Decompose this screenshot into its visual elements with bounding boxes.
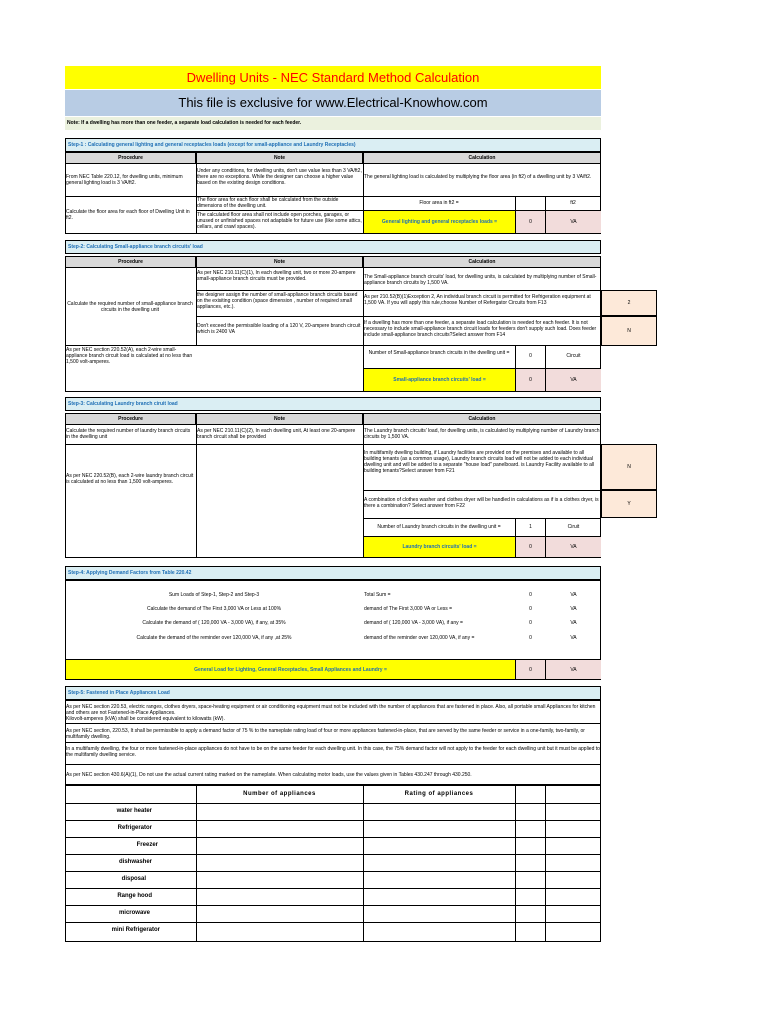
feeder-note: Note: If a dwelling has more than one feeder, a separate load calculation is needed for each feeder. — [65, 117, 601, 130]
step1-proc1: From NEC Table 220.12, for dwelling units, minimum general lighting load is 3 VA/ft2. — [66, 174, 183, 186]
step2-answer2-cell[interactable]: N — [601, 316, 657, 346]
step5-para1: As per NEC section 220.53, electric ranges, clothes dryers, space-heating equipment or air conditioning equipment must not be included with the number of appliances that are fastened in place. Also, all portable small Appliances for kitchen and others are not Fastened-in-Place Appliances. — [66, 704, 596, 716]
step4-row2-value: 0 — [529, 606, 532, 612]
step1-note2: The floor area for each floor shall be calculated from the outside dimensions of the dwelling unit. — [197, 197, 339, 209]
step4-row2-unit: VA — [570, 606, 577, 612]
step2-count-label: Number of Small-appliance branch circuits in the dwelling unit = — [368, 350, 510, 356]
step3-col-procedure: Procedure — [65, 413, 196, 425]
step3-col-note: Note — [196, 413, 363, 425]
appliance-dishwasher: dishwasher — [118, 859, 152, 865]
step4-row3-value: 0 — [529, 620, 532, 626]
step2-col-procedure: Procedure — [65, 256, 196, 268]
step2-calc1: The Small-appliance branch circuits' load, for dwelling units, is calculated by multiplying number of Small-appliance branch circuits by 1,500 VA. — [364, 274, 597, 286]
appliances-col-rating: Rating of appliances — [404, 791, 474, 797]
step3-result-unit: VA — [570, 544, 577, 550]
step1-floor-unit: ft2 — [570, 200, 576, 206]
step3-calc3: A combination of clothes washer and clothes dryer will be handled in calculations as if is a clothes dryer, is there a combination? Select answer from F22 — [364, 497, 599, 509]
step4-row3-mid: demand of ( 120,000 VA - 3,000 VA), if any = — [364, 620, 463, 626]
step2-result-value: 0 — [529, 377, 532, 383]
step1-col-procedure: Procedure — [65, 152, 196, 164]
step1-note3: The calculated floor area shall not include open porches, garages, or unused or unfinished spaces not adaptable for future use (like some attics, cellars, and crawl spaces). — [197, 212, 362, 230]
step1-note1: Under any conditions, for dwelling units, don't use value less than 3 VA/ft2, there are no exceptions. While the designer can choose a higher value based on the existing design conditions. — [197, 168, 362, 186]
appliance-refrigerator: Refrigerator — [117, 825, 152, 831]
step1-proc2: Calculate the floor area for each floor of Dwelling Unit in ft2. — [66, 209, 190, 221]
appliance-range-hood: Range hood — [117, 893, 152, 899]
step3-proc1: Calculate the required number of laundry branch circuits in the dwelling unit — [66, 428, 191, 440]
appliance-freezer: Freezer — [136, 842, 158, 848]
step3-col-calculation: Calculation — [363, 413, 601, 425]
step2-note2: the designer assign the number of small-appliance branch circuits based on the exisiting condition (space dimension , number of required small appliances, etc.). — [197, 292, 358, 310]
step2-col-note: Note — [196, 256, 363, 268]
step4-row3-unit: VA — [570, 620, 577, 626]
step3-result-label: Laundry branch circuits' load = — [402, 544, 477, 550]
step3-calc2: In multifamily dwelling building, if Laundry facilities are provided on the premises and available to all building tenants (as a common usage), Laundry branch circuits load will not be added to each individual dwelling unit and will be added to a separate "house load" panelboard. is Laundry Facility available to all building tenants?Select answer from F21 — [364, 450, 595, 474]
step2-heading: Step-2: Calculating Small-appliance branch circuits' load — [65, 240, 601, 254]
step2-count-value: 0 — [529, 353, 532, 359]
page-subtitle: This file is exclusive for www.Electrical-Knowhow.com — [65, 90, 601, 116]
step4-row1-mid: Total Sum = — [364, 592, 391, 598]
step5-para1b: Kilovolt-amperes (kVA) shall be considered equivalent to kilowatts (kW). — [66, 716, 225, 722]
step3-note1: As per NEC 210.11(C)(2), In each dwelling unit, At least one 20-ampere branch circuit shall be provided — [197, 428, 356, 440]
step4-result-value: 0 — [529, 667, 532, 673]
step1-col-note: Note — [196, 152, 363, 164]
step4-row1-unit: VA — [570, 592, 577, 598]
step5-para2: As per NEC section, 220.53, It shall be permissible to apply a demand factor of 75 % to the nameplate rating load of four or more appliances fastened-in-place, that are served by the same feeder or service in a one-family, two-family, or multifamily dwelling. — [66, 728, 585, 740]
step1-calc1: The general lighting load is calculated by multiplying the floor area (in ft2) of a dwelling unit by 3 VA/ft2. — [364, 174, 592, 180]
step2-note1: As per NEC 210.11(C)(1), In each dwelling unit, two or more 20-ampere small-appliance branch circuits must be provided. — [197, 270, 356, 282]
step2-count-unit: Circuit — [566, 353, 581, 359]
appliance-mini-refrigerator: mini Refrigerator — [111, 927, 160, 933]
step3-proc2: As per NEC 220.52(B), each 2-wire laundry branch circuit is calculated at no less than 1,500 volt-amperes. — [66, 473, 194, 485]
step4-result-label: General Load for Lighting, General Receptacles, Small Appliances and Laundry = — [194, 667, 387, 673]
appliance-microwave: microwave — [118, 910, 150, 916]
step4-row2-left: Calculate the demand of The First 3,000 VA or Less at 100% — [146, 606, 282, 612]
step2-result-unit: VA — [570, 377, 577, 383]
step4-row4-left: Calculate the demand of the reminder over 120,000 VA, if any ,at 25% — [136, 635, 292, 641]
step4-heading: Step-4: Applying Demand Factors from Table 220.42 — [65, 566, 601, 580]
step4-row4-mid: demand of the reminder over 120,000 VA, if any = — [364, 635, 475, 641]
step4-row4-unit: VA — [570, 635, 577, 641]
step2-col-calculation: Calculation — [363, 256, 601, 268]
step5-heading: Step-5: Fastened in Place Appliances Load — [65, 686, 601, 700]
step4-row3-left: Calculate the demand of ( 120,000 VA - 3,000 VA), if any, at 35% — [142, 620, 286, 626]
step1-col-calculation: Calculation — [363, 152, 601, 164]
step1-result-unit: VA — [570, 219, 577, 225]
step1-floor-label: Floor area in ft2 = — [419, 200, 459, 206]
step2-calc2: As per 210.52(B)(1)Exception 2, An individual branch circuit is permitted for Refrigeration equipment at 1,500 VA. If you will apply this rule,choose Number of Refergator Circuits from F13 — [364, 294, 591, 306]
step3-count-unit: Ciruit — [567, 524, 580, 530]
step1-result-label: General lighting and general receptacles loads = — [381, 219, 498, 225]
step4-result-unit: VA — [570, 667, 577, 673]
appliances-col-number: Number of appliances — [243, 791, 316, 797]
step4-row2-mid: demand of The First 3,000 VA or Less = — [364, 606, 453, 612]
step3-heading: Step-3: Calculating Laundry branch ciruit load — [65, 397, 601, 411]
step4-row1-value: 0 — [529, 592, 532, 598]
step2-proc1: Calculate the required number of small-appliance branch circuits in the dwelling unit — [67, 301, 193, 313]
step2-calc3: If a dwelling has more than one feeder, a separate load calculation is needed for each feeder. It is not necessary to include small-appliance branch circuit loads for feeders don't supply such load. Does feeder include small-appliance branch circuits?Select answer from F14 — [364, 320, 597, 338]
step5-para3: In a multifamily dwelling, the four or more fastened-in-place appliances do not have to be on the same feeder for each dwelling unit. In this case, the 75% demand factor will not apply to the feeder for each dwelling unit but it must be applied to the multifamily dwelling service. — [66, 746, 600, 758]
step1-result-value: 0 — [529, 219, 532, 225]
page-title: Dwelling Units - NEC Standard Method Calculation — [65, 66, 601, 89]
step3-answer2-cell[interactable]: Y — [601, 490, 657, 518]
step5-para4: As per NEC section 430.6(A)(1), Do not use the actual current rating marked on the nameplate. When calculating motor loads, use the values given in Tables 430.247 through 430.250. — [66, 772, 472, 778]
step3-count-value: 1 — [529, 524, 532, 530]
step4-row1-left: Sum Loads of Step-1, Step-2 and Step-3 — [168, 592, 260, 598]
step2-note3: Don't exceed the permissible loading of a 120 V, 20-ampere branch circuit which is 2400 VA — [197, 323, 361, 335]
step3-count-label: Number of Laundry branch circuits in the dwelling unit = — [377, 524, 501, 530]
appliance-disposal: disposal — [121, 876, 146, 882]
step2-answer1-cell[interactable]: 2 — [601, 290, 657, 316]
step2-proc2: As per NEC section 220.52(A), each 2-wire small-appliance branch circuit load is calculated at no less than 1,500 volt-amperes. — [66, 347, 193, 365]
step3-calc1: The Laundry branch circuits' load, for dwelling units, is calculated by multiplying number of Laundry branch circuits by 1,500 VA. — [364, 428, 600, 440]
step1-heading: Step-1 : Calculating general lighting and general receptacles loads (except for small-appliance and Laundry Receptacles) — [65, 138, 601, 152]
step3-answer1-cell[interactable]: N — [601, 444, 657, 490]
step4-row4-value: 0 — [529, 635, 532, 641]
step3-result-value: 0 — [529, 544, 532, 550]
step2-result-label: Small-appliance branch circuits' load = — [393, 377, 486, 383]
appliance-water-heater: water heater — [116, 808, 152, 814]
